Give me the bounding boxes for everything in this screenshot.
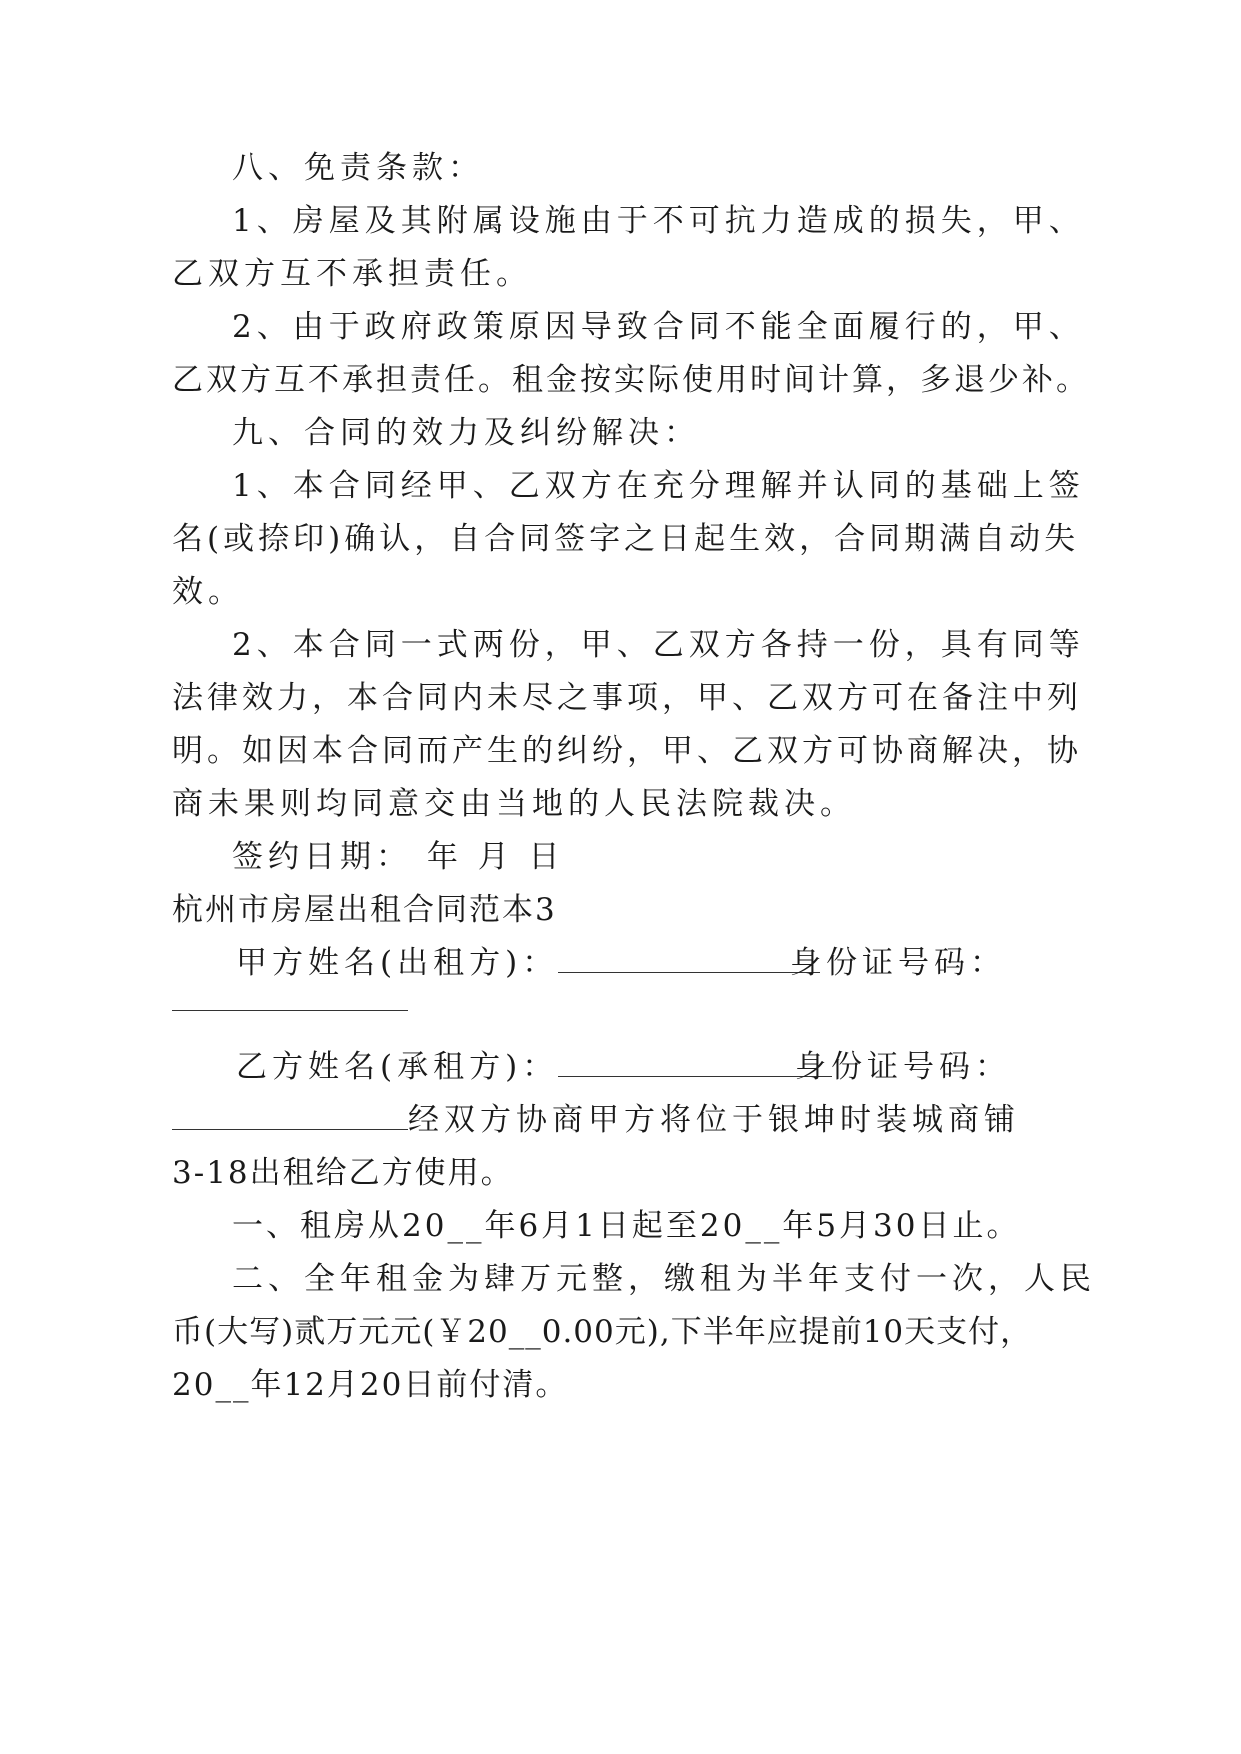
clause-9-1-line-1: 1、本合同经甲、乙双方在充分理解并认同的基础上签 [232, 468, 1085, 504]
clause-9-2-line-4: 商未果则均同意交由当地的人民法院裁决。 [172, 786, 856, 822]
party-b-label: 乙方姓名(承租方)： [236, 1049, 559, 1085]
clause-8-2-line-2: 乙双方互不承担责任。租金按实际使用时间计算，多退少补。 [172, 362, 1090, 398]
party-a-name-blank [558, 946, 820, 973]
party-b-id-label: 身份证号码： [795, 1049, 1011, 1085]
agreement-row [172, 1100, 1020, 1140]
clause-9-2-line-3: 明。如因本合同而产生的纠纷，甲、乙双方可协商解决，协 [172, 733, 1082, 769]
clause-2-line-2: 币(大写)贰万元元(￥20__0.00元),下半年应提前10天支付， [172, 1314, 1033, 1350]
clause-9-2-line-1: 2、本合同一式两份，甲、乙双方各持一份，具有同等 [232, 627, 1085, 663]
party-b-name-blank [558, 1050, 832, 1077]
clause-8-1-line-2: 乙双方互不承担责任。 [172, 256, 532, 292]
party-a-label: 甲方姓名(出租方)： [236, 945, 559, 981]
agreement-text: 经双方协商甲方将位于银坤时装城商铺 [408, 1102, 1020, 1138]
clause-9-1-line-3: 效。 [172, 574, 244, 610]
shop-line: 3-18出租给乙方使用。 [172, 1155, 514, 1191]
clause-2-line-3: 20__年12月20日前付清。 [172, 1367, 569, 1403]
party-b-row [236, 1047, 832, 1087]
clause-8-2-line-1: 2、由于政府政策原因导致合同不能全面履行的，甲、 [232, 309, 1085, 345]
party-a-id-label: 身份证号码： [790, 945, 1006, 981]
clause-8-1-line-1: 1、房屋及其附属设施由于不可抗力造成的损失，甲、 [232, 203, 1085, 239]
clause-9-1-line-2: 名(或捺印)确认，自合同签字之日起生效，合同期满自动失 [172, 521, 1080, 557]
section-8-heading: 八、免责条款： [232, 150, 484, 186]
section-9-heading: 九、合同的效力及纠纷解决： [232, 415, 700, 451]
clause-9-2-line-2: 法律效力，本合同内未尽之事项，甲、乙双方可在备注中列 [172, 680, 1082, 716]
clause-2-line-1: 二、全年租金为肆万元整，缴租为半年支付一次，人民 [232, 1261, 1096, 1297]
signing-date: 签约日期： 年 月 日 [232, 839, 565, 875]
clause-1: 一、租房从20__年6月1日起至20__年5月30日止。 [232, 1208, 1021, 1244]
party-a-id-blank [172, 1010, 408, 1011]
party-b-id-blank [172, 1103, 408, 1130]
template-title: 杭州市房屋出租合同范本3 [172, 892, 557, 928]
party-a-row [236, 943, 820, 983]
